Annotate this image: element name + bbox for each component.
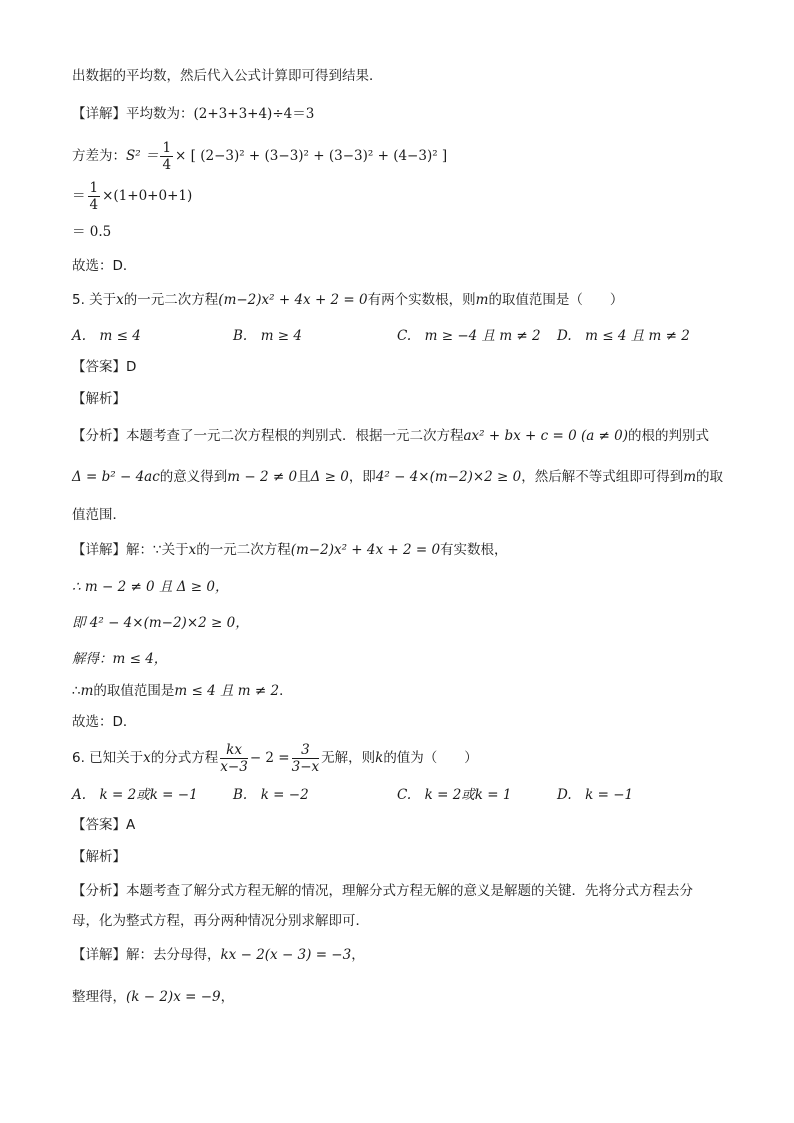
option-a — [72, 785, 198, 805]
equals-sign: ＝ — [72, 188, 86, 204]
answer: 【答案】D — [72, 359, 137, 375]
math-expression: 即 4² − 4×(m−2)×2 ≥ 0， — [72, 615, 249, 631]
option-b — [233, 785, 309, 805]
text: 整理得， — [72, 989, 126, 1005]
answer-line — [72, 357, 136, 377]
numerator: 1 — [89, 179, 99, 196]
text: 出数据的平均数，然后代入公式计算即可得到结果． — [72, 68, 383, 84]
question-6-stem — [72, 740, 478, 776]
detail-line — [72, 987, 234, 1007]
fraction — [292, 742, 320, 775]
text: 的取值范围是 — [93, 683, 175, 699]
math-variable: k — [375, 750, 384, 766]
text: 有实数根， — [440, 542, 508, 558]
math-line — [72, 222, 111, 242]
text-line — [72, 66, 383, 86]
math-variable: x — [143, 750, 151, 766]
math-expression: ＝ 0.5 — [72, 224, 112, 240]
text: ， — [220, 989, 235, 1005]
detail-line — [72, 577, 228, 597]
text-line — [72, 104, 314, 124]
analysis-line — [72, 505, 126, 525]
text: 的取 — [696, 469, 724, 485]
option-text: D. k = −1 — [557, 787, 634, 803]
text: 的一元二次方程 — [196, 542, 291, 558]
fraction — [220, 742, 248, 775]
analysis-line — [72, 911, 369, 931]
detail-line — [72, 540, 508, 560]
math-expression: × [ (2−3)² + (3−3)² + (3−3)² + (4−3)² ] — [175, 148, 448, 164]
detail-line — [72, 649, 167, 669]
option-text: C. m ≥ −4 且 m ≠ 2 — [397, 328, 541, 344]
detail-line — [72, 613, 249, 633]
detail-label: 【详解】平均数为： — [72, 106, 194, 122]
answer-line — [72, 815, 135, 835]
text: 的根的判别式 — [628, 428, 710, 444]
text: 【分析】本题考查了一元二次方程根的判别式．根据一元二次方程 — [72, 428, 464, 444]
text: 【详解】解：去分母得， — [72, 947, 221, 963]
question-5-stem — [72, 290, 623, 310]
math-variable: x — [116, 292, 124, 308]
text-line — [72, 256, 136, 276]
answer: 【答案】A — [72, 817, 136, 833]
text: 【解析】 — [72, 849, 126, 865]
math-expression: Δ ≥ 0 — [310, 469, 349, 485]
option-c — [397, 326, 541, 346]
text: 故选：D． — [72, 714, 137, 730]
variance-formula — [72, 138, 447, 174]
text: 5. 关于 — [72, 292, 117, 308]
text: 【解析】 — [72, 391, 126, 407]
option-text: B. m ≥ 4 — [233, 328, 302, 344]
option-text: D. m ≤ 4 且 m ≠ 2 — [557, 328, 690, 344]
option-text: B. k = −2 — [233, 787, 309, 803]
math-expression: ax² + bx + c = 0 (a ≠ 0) — [463, 428, 629, 444]
detail-line — [72, 681, 293, 701]
analysis-heading — [72, 389, 126, 409]
text: 且 — [297, 469, 311, 485]
text: 有两个实数根，则 — [367, 292, 476, 308]
analysis-line — [72, 467, 723, 487]
math-variable: m — [80, 683, 94, 699]
denominator: 4 — [162, 156, 172, 173]
math-expression: 解得：m ≤ 4， — [72, 651, 168, 667]
math-expression: (k − 2)x = −9 — [126, 989, 221, 1005]
numerator: 1 — [162, 139, 172, 156]
text-line — [72, 712, 136, 732]
text: ，然后解不等式组即可得到 — [521, 469, 684, 485]
math-expression: Δ = b² − 4ac — [72, 469, 160, 485]
text: 值范围． — [72, 507, 126, 523]
math-expression: m − 2 ≠ 0 — [227, 469, 298, 485]
math-expression: ×(1+0+0+1) — [102, 188, 193, 204]
math-variable: m — [475, 292, 489, 308]
option-b — [233, 326, 302, 346]
denominator: 4 — [89, 196, 99, 213]
text: ， — [351, 947, 365, 963]
fraction — [88, 180, 101, 213]
text: 6. 已知关于 — [72, 750, 144, 766]
option-c — [397, 785, 511, 805]
analysis-line — [72, 881, 693, 901]
denominator: 3−x — [291, 758, 320, 775]
analysis-line — [72, 426, 709, 446]
math-expression: kx − 2(x − 3) = −3 — [220, 947, 352, 963]
math-variable: m — [683, 469, 697, 485]
text: ． — [279, 683, 293, 699]
numerator: kx — [220, 742, 248, 759]
math-variable: x — [188, 542, 197, 558]
math-expression: (m−2)x² + 4x + 2 = 0 — [290, 542, 441, 558]
text: 母，化为整式方程，再分两种情况分别求解即可． — [72, 913, 369, 929]
option-d — [557, 326, 690, 346]
math-expression: m ≤ 4 且 m ≠ 2 — [174, 683, 280, 699]
option-text: A. k = 2或k = −1 — [72, 787, 198, 803]
math-expression: ∴ m − 2 ≠ 0 且 Δ ≥ 0， — [72, 579, 229, 595]
text: 的意义得到 — [159, 469, 228, 485]
text: 的取值范围是（ ） — [488, 292, 624, 308]
option-text: A. m ≤ 4 — [72, 328, 141, 344]
text: 无解，则 — [321, 750, 376, 766]
math-expression: 4² − 4×(m−2)×2 ≥ 0 — [375, 469, 522, 485]
math-expression: − 2 = — [249, 750, 290, 766]
denominator: x−3 — [220, 758, 248, 775]
analysis-heading — [72, 847, 126, 867]
text: 【分析】本题考查了解分式方程无解的情况，理解分式方程无解的意义是解题的关键．先将分式方程去分 — [72, 883, 693, 899]
text: 的值为（ ） — [383, 750, 478, 766]
text: ，即 — [348, 469, 376, 485]
math-expression: (m−2)x² + 4x + 2 = 0 — [218, 292, 368, 308]
detail-line — [72, 945, 365, 965]
math-line — [72, 178, 192, 214]
option-text: C. k = 2或k = 1 — [397, 787, 512, 803]
text: 的一元二次方程 — [123, 292, 219, 308]
fraction — [160, 140, 173, 173]
math-expression: S² ＝ — [126, 148, 159, 164]
text: 【详解】解：∵关于 — [72, 542, 189, 558]
option-a — [72, 326, 141, 346]
math-expression: (2+3+3+4)÷4＝3 — [193, 106, 315, 122]
text: ∴ — [72, 683, 81, 699]
option-d — [557, 785, 633, 805]
numerator: 3 — [292, 742, 320, 759]
text: 方差为： — [72, 148, 126, 164]
text: 的分式方程 — [150, 750, 219, 766]
text: 故选：D． — [72, 258, 137, 274]
